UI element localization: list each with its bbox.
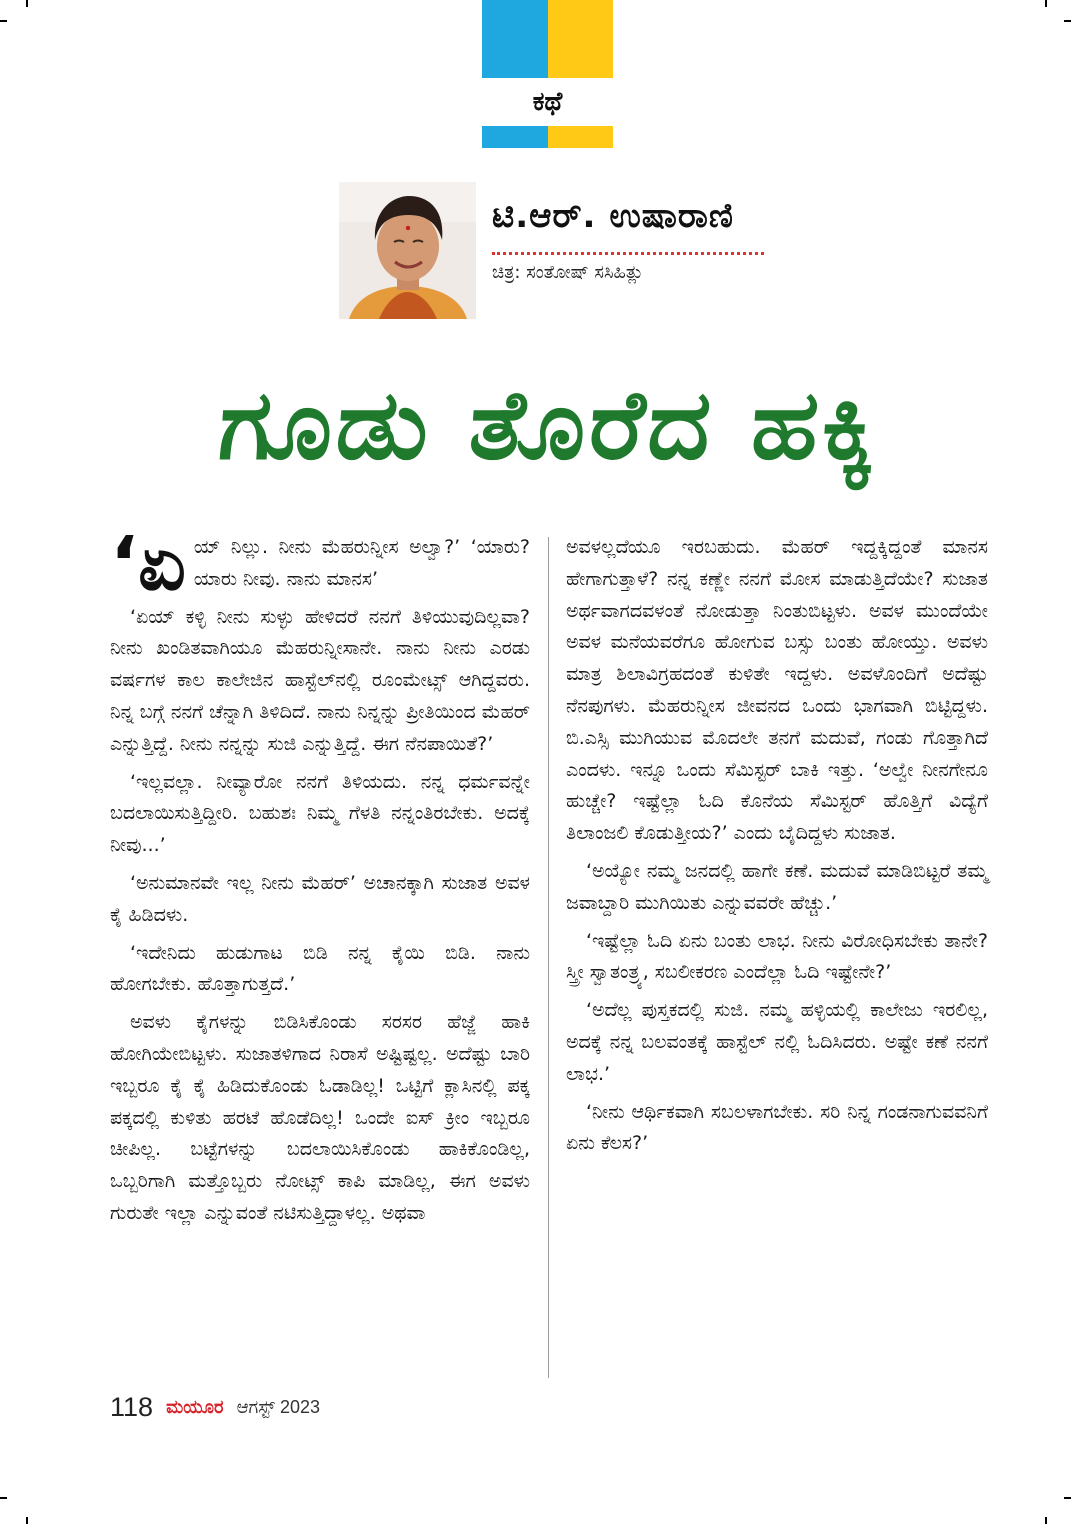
article-paragraph: ‘ಅದೆಲ್ಲ ಪುಸ್ತಕದಲ್ಲಿ ಸುಜಿ. ನಮ್ಮ ಹಳ್ಳಿಯಲ್ಲಿ ಕಾಲೇಜು ಇರಲಿಲ್ಲ, ಅದಕ್ಕೆ ನನ್ನ ಬಲವಂತಕ್ಕೆ ಹಾಸ್ಟೆಲ್ ನಲ್ಲಿ ಓದಿಸಿದರು. ಅಷ್ಟೇ ಕಣೆ ನನಗೆ ಲಾಭ.’: [566, 999, 988, 1085]
crop-mark: [26, 1517, 28, 1524]
section-tag-blue-block: [482, 0, 548, 78]
paragraph-text: ಯ್ ನಿಲ್ಲು. ನೀನು ಮೆಹರುನ್ನೀಸ ಅಲ್ವಾ?’ ‘ಯಾರು? ಯಾರು ನೀವು. ನಾನು ಮಾನಸ’: [193, 536, 530, 590]
crop-mark: [0, 1497, 7, 1499]
page-number: 118: [110, 1392, 154, 1422]
issue-date: ಆಗಸ್ಟ್ 2023: [236, 1397, 320, 1417]
section-tag-blue-bar: [482, 126, 548, 148]
article-column-left: [110, 521, 530, 1236]
article-paragraph: ‘ಇಷ್ಟೆಲ್ಲಾ ಓದಿ ಏನು ಬಂತು ಲಾಭ. ನೀನು ವಿರೋಧಿಸಬೇಕು ತಾನೇ? ಸ್ತ್ರೀ ಸ್ವಾತಂತ್ರ್ಯ, ಸಬಲೀಕರಣ ಎಂದೆಲ್ಲಾ ಓದಿ ಇಷ್ಟೇನೇ?’: [566, 929, 988, 984]
page-footer: [110, 1392, 320, 1428]
section-tag-yellow-block: [548, 0, 613, 78]
article-column-right: [566, 532, 988, 1166]
illustration-credit: ಚಿತ್ರ: ಸಂತೋಷ್ ಸಸಿಹಿತ್ಲು: [492, 262, 644, 283]
article-paragraph: ‘ಅನುಮಾನವೇ ಇಲ್ಲ ನೀನು ಮೆಹರ್’ ಅಚಾನಕ್ಕಾಗಿ ಸುಜಾತ ಅವಳ ಕೈ ಹಿಡಿದಳು.: [110, 871, 530, 926]
section-label: ಕಥೆ: [532, 87, 563, 117]
article-paragraph: ‘ಏಯ್ ಕಳ್ಳಿ ನೀನು ಸುಳ್ಳು ಹೇಳಿದರೆ ನನಗೆ ತಿಳಿಯುವುದಿಲ್ಲವಾ? ನೀನು ಖಂಡಿತವಾಗಿಯೂ ಮೆಹರುನ್ನೀಸಾನೇ. ನಾನು ನೀನು ಎರಡು ವರ್ಷಗಳ ಕಾಲ ಕಾಲೇಜಿನ ಹಾಸ್ಟೆಲ್‌ನಲ್ಲಿ ರೂಂಮೇಟ್ಸ್ ಆಗಿದ್ದವರು. ನಿನ್ನ ಬಗ್ಗೆ ನನಗೆ ಚೆನ್ನಾಗಿ ತಿಳಿದಿದೆ. ನಾನು ನಿನ್ನನ್ನು ಪ್ರೀತಿಯಿಂದ ಮೆಹರ್ ಎನ್ನುತ್ತಿದ್ದೆ. ನೀನು ನನ್ನನ್ನು ಸುಜಿ ಎನ್ನುತ್ತಿದ್ದೆ. ಈಗ ನೆನಪಾಯಿತೆ?’: [110, 605, 530, 755]
article-paragraph: ‘ಇಲ್ಲವಲ್ಲಾ. ನೀವ್ಯಾರೋ ನನಗೆ ತಿಳಿಯದು. ನನ್ನ ಧರ್ಮವನ್ನೇ ಬದಲಾಯಿಸುತ್ತಿದ್ದೀರಿ. ಬಹುಶಃ ನಿಮ್ಮ ಗೆಳತಿ ನನ್ನಂತಿರಬೇಕು. ಅದಕ್ಕೆ ನೀವು...’: [110, 770, 530, 857]
byline-divider: [492, 252, 764, 255]
section-tag: [482, 0, 613, 148]
story-title: ಗೂಡು ತೊರೆದ ಹಕ್ಕಿ: [215, 368, 885, 481]
author-photo: [339, 182, 476, 319]
section-tag-yellow-bar: [548, 126, 613, 148]
crop-mark: [1045, 0, 1047, 7]
drop-cap: ‘ಏ: [110, 521, 186, 607]
article-paragraph: [110, 521, 530, 607]
article-paragraph: ‘ಇದೇನಿದು ಹುಡುಗಾಟ ಬಿಡಿ ನನ್ನ ಕೈಯಿ ಬಿಡಿ. ನಾನು ಹೋಗಬೇಕು. ಹೊತ್ತಾಗುತ್ತದೆ.’: [110, 941, 530, 996]
magazine-logo: ಮಯೂರ: [166, 1397, 224, 1418]
crop-mark: [1045, 1517, 1047, 1524]
crop-mark: [1064, 20, 1071, 22]
article-paragraph: ‘ನೀನು ಆರ್ಥಿಕವಾಗಿ ಸಬಲಳಾಗಬೇಕು. ಸರಿ ನಿನ್ನ ಗಂಡನಾಗುವವನಿಗೆ ಏನು ಕೆಲಸ?’: [566, 1100, 988, 1155]
crop-mark: [26, 0, 28, 7]
article-paragraph: ‘ಅಯ್ಯೋ ನಮ್ಮ ಜನದಲ್ಲಿ ಹಾಗೇ ಕಣೆ. ಮದುವೆ ಮಾಡಿಬಿಟ್ಟರೆ ತಮ್ಮ ಜವಾಬ್ದಾರಿ ಮುಗಿಯಿತು ಎನ್ನುವವರೇ ಹೆಚ್ಚು.’: [566, 859, 988, 914]
crop-mark: [1064, 1497, 1071, 1499]
article-paragraph: ಅವಳು ಕೈಗಳನ್ನು ಬಿಡಿಸಿಕೊಂಡು ಸರಸರ ಹೆಜ್ಜೆ ಹಾಕಿ ಹೋಗಿಯೇಬಿಟ್ಟಳು. ಸುಜಾತಳಿಗಾದ ನಿರಾಸೆ ಅಷ್ಟಿಷ್ಟಲ್ಲ. ಅದೆಷ್ಟು ಬಾರಿ ಇಬ್ಬರೂ ಕೈ ಕೈ ಹಿಡಿದುಕೊಂಡು ಓಡಾಡಿಲ್ಲ! ಒಟ್ಟಿಗೆ ಕ್ಲಾಸಿನಲ್ಲಿ ಪಕ್ಕ ಪಕ್ಕದಲ್ಲಿ ಕುಳಿತು ಹರಟೆ ಹೊಡೆದಿಲ್ಲ! ಒಂದೇ ಐಸ್ ಕ್ರೀಂ ಇಬ್ಬರೂ ಚೀಪಿಲ್ಲ. ಬಟ್ಟೆಗಳನ್ನು ಬದಲಾಯಿಸಿಕೊಂಡು ಹಾಕಿಕೊಂಡಿಲ್ಲ, ಒಬ್ಬರಿಗಾಗಿ ಮತ್ತೊಬ್ಬರು ನೋಟ್ಸ್ ಕಾಪಿ ಮಾಡಿಲ್ಲ, ಈಗ ಅವಳು ಗುರುತೇ ಇಲ್ಲಾ ಎನ್ನುವಂತೆ ನಟಿಸುತ್ತಿದ್ದಾಳಲ್ಲ. ಅಥವಾ: [110, 1011, 530, 1224]
author-name: ಟಿ.ಆರ್. ಉಷಾರಾಣಿ: [492, 196, 734, 236]
crop-mark: [0, 20, 7, 22]
column-divider: [548, 537, 549, 1378]
article-paragraph: ಅವಳಲ್ಲದೆಯೂ ಇರಬಹುದು. ಮೆಹರ್ ಇದ್ದಕ್ಕಿದ್ದಂತೆ ಮಾನಸ ಹೇಗಾಗುತ್ತಾಳೆ? ನನ್ನ ಕಣ್ಣೇ ನನಗೆ ಮೋಸ ಮಾಡುತ್ತಿದೆಯೇ? ಸುಜಾತ ಅರ್ಥವಾಗದವಳಂತೆ ನೋಡುತ್ತಾ ನಿಂತುಬಿಟ್ಟಳು. ಅವಳ ಮುಂದೆಯೇ ಅವಳ ಮನೆಯವರೆಗೂ ಹೋಗುವ ಬಸ್ಸು ಬಂತು ಹೋಯ್ತು. ಅವಳು ಮಾತ್ರ ಶಿಲಾವಿಗ್ರಹದಂತೆ ಕುಳಿತೇ ಇದ್ದಳು. ಅವಳೊಂದಿಗೆ ಅದೆಷ್ಟು ನೆನಪುಗಳು. ಮೆಹರುನ್ನೀಸ ಜೀವನದ ಒಂದು ಭಾಗವಾಗಿ ಬಿಟ್ಟಿದ್ದಳು. ಬಿ.ಎಸ್ಸಿ ಮುಗಿಯುವ ಮೊದಲೇ ತನಗೆ ಮದುವೆ, ಗಂಡು ಗೊತ್ತಾಗಿದೆ ಎಂದಳು. ಇನ್ನೂ ಒಂದು ಸೆಮಿಸ್ಟರ್ ಬಾಕಿ ಇತ್ತು. ‘ಅಲ್ವೇ ನೀನಗೇನೂ ಹುಚ್ಚೇ? ಇಷ್ಟೆಲ್ಲಾ ಓದಿ ಕೊನೆಯ ಸೆಮಿಸ್ಟರ್ ಹೊತ್ತಿಗೆ ವಿದ್ಯೆಗೆ ತಿಲಾಂಜಲಿ ಕೊಡುತ್ತೀಯ?’ ಎಂದು ಬೈದಿದ್ದಳು ಸುಜಾತ.: [566, 536, 988, 845]
